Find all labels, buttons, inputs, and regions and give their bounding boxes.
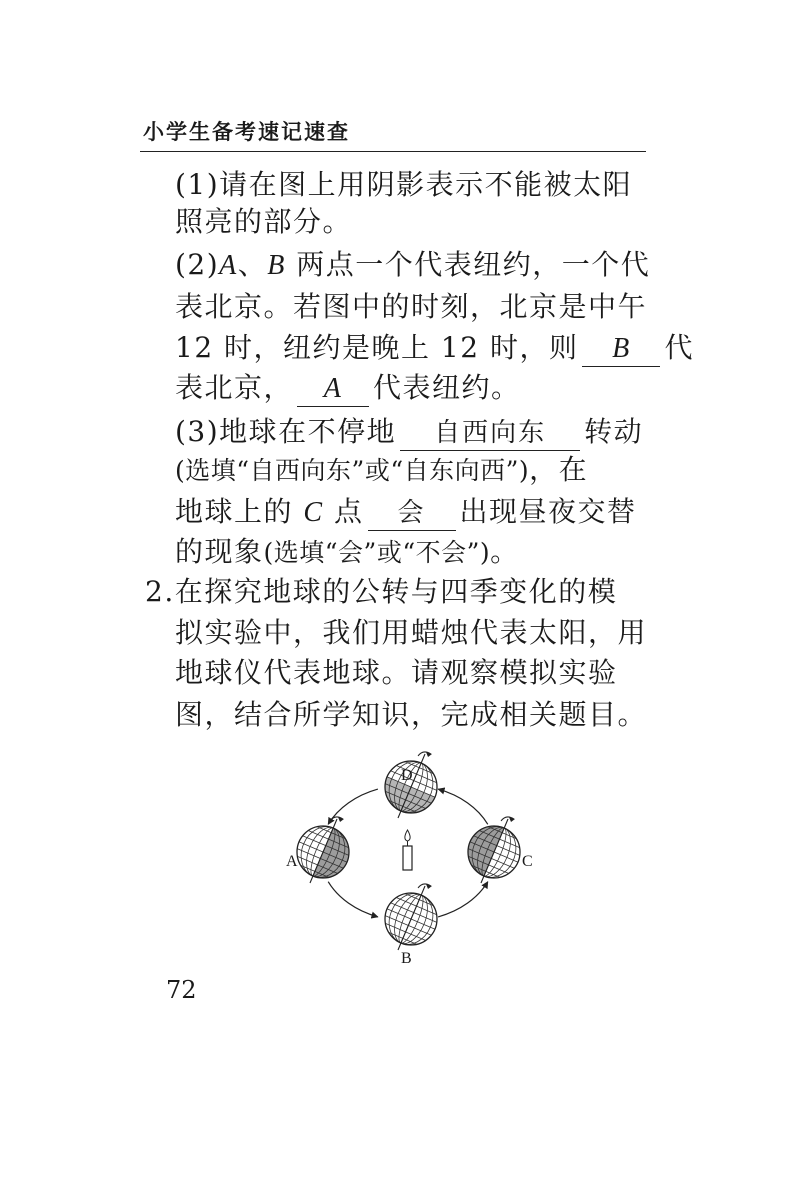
- q2-line1: 2.在探究地球的公转与四季变化的模: [145, 575, 618, 608]
- text-segment: 。: [490, 535, 520, 568]
- text-segment: 表北京，: [175, 371, 294, 404]
- text-segment: 出现昼夜交替: [459, 495, 637, 528]
- text-segment: ，在: [529, 453, 589, 486]
- page-number: 72: [166, 976, 197, 1004]
- text-segment: 代: [664, 331, 694, 364]
- label-b: B: [401, 950, 412, 967]
- separator: 、: [237, 248, 268, 281]
- text-segment: 12 时，纽约是晚上 12 时，则: [175, 331, 579, 364]
- globe-b: [372, 880, 451, 959]
- q1-part3-line3: [175, 492, 637, 532]
- candle-body: [403, 846, 412, 870]
- text-segment: 代表纽约。: [373, 371, 521, 404]
- q1-part2-line2: 表北京。若图中的时刻，北京是中午: [175, 290, 648, 323]
- globe-d: [372, 748, 451, 827]
- text-segment: 转动: [584, 415, 644, 448]
- q1-part1-line1: (1)请在图上用阴影表示不能被太阳: [175, 168, 633, 201]
- answer-blank-direction: 自西向东: [400, 416, 580, 451]
- orbit-arc-d-to-a: [328, 789, 378, 824]
- q1-part3-line4: [175, 532, 520, 572]
- orbit-arc-a-to-b: [328, 882, 378, 917]
- candle-icon: [403, 830, 412, 870]
- globe-c: [455, 813, 534, 892]
- orbit-arc-c-to-d: [438, 789, 488, 824]
- text-segment: (3)地球在不停地: [175, 415, 397, 448]
- answer-blank-day-night: 会: [368, 496, 456, 531]
- revolution-diagram: [260, 745, 550, 975]
- answer-blank-beijing: B: [582, 332, 660, 367]
- q1-part2-line1: [175, 245, 650, 285]
- answer-blank-newyork: A: [297, 372, 369, 407]
- point-b-ref: B: [267, 250, 286, 281]
- header-rule: [140, 151, 646, 152]
- choice-note: (选填“会”或“不会”): [263, 538, 491, 567]
- q2-line3: 地球仪代表地球。请观察模拟实验: [175, 656, 618, 689]
- point-c-ref: C: [303, 497, 324, 528]
- q1-part3-line1: [175, 412, 643, 452]
- q1-part1-line2: 照亮的部分。: [175, 205, 353, 238]
- globe-a: [284, 813, 363, 892]
- text-segment: 点: [323, 495, 364, 528]
- text-segment: 两点一个代表纽约，一个代: [285, 248, 651, 281]
- q2-line4: 图，结合所学知识，完成相关题目。: [175, 698, 648, 731]
- book-header-title: 小学生备考速记速查: [143, 120, 350, 144]
- label-d: D: [401, 767, 413, 784]
- q1-part3-line2: [175, 450, 588, 490]
- text-segment: 地球上的: [175, 495, 304, 528]
- point-a-ref: A: [219, 250, 238, 281]
- label-a: A: [286, 853, 298, 870]
- choice-note: (选填“自西向东”或“自东向西”): [175, 456, 530, 485]
- q2-line2: 拟实验中，我们用蜡烛代表太阳，用: [175, 616, 648, 649]
- candle-flame: [405, 830, 410, 841]
- text-segment: 的现象: [175, 535, 264, 568]
- q1-part2-line4: [175, 368, 521, 408]
- orbit-arc-b-to-c: [438, 882, 488, 917]
- part-number: (2): [175, 248, 220, 281]
- label-c: C: [522, 853, 533, 870]
- q1-part2-line3: [175, 328, 694, 368]
